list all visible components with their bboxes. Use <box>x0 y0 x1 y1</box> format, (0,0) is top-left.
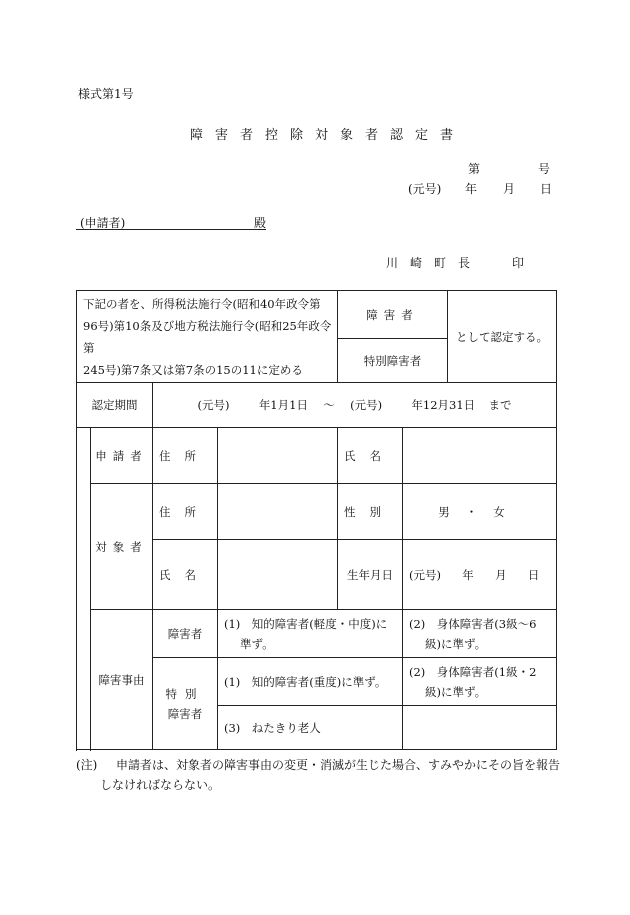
reason-disabled-1a: (1) 知的障害者(軽度・中度)に <box>224 616 388 631</box>
applicant-label: (申請者) <box>80 216 126 230</box>
target-name-label: 氏名 <box>159 567 210 582</box>
certify-text-cell <box>448 291 557 383</box>
target-address-row <box>77 484 557 540</box>
period-end: 年12月31日 <box>411 398 476 412</box>
issuer-seal: 印 <box>512 256 525 270</box>
reason-special-1-cell[interactable] <box>218 658 403 706</box>
note-prefix: (注) <box>76 758 98 772</box>
category-disabled: 障害者 <box>366 307 419 322</box>
intro-line-2: 96号)第10条及び地方税法施行令(昭和25年政令第 <box>83 318 332 355</box>
period-start: 年1月1日 <box>258 398 308 412</box>
issuer-name: 川崎町長 <box>386 256 483 270</box>
reason-special-2-cell[interactable] <box>403 658 557 706</box>
reason-special-2b: 級)に準ず。 <box>425 684 487 699</box>
date-year: 年 <box>465 182 478 196</box>
birthdate-label-cell <box>338 540 403 610</box>
reason-disabled-label-cell <box>153 610 218 658</box>
applicant-name-label-cell <box>338 428 403 484</box>
page-title: 障害者控除対象者認定書 <box>190 128 466 143</box>
date-era: (元号) <box>408 182 442 196</box>
left-margin-column <box>77 428 91 750</box>
reason-special-2a: (2) 身体障害者(1級・2 <box>409 664 537 679</box>
gender-value-cell[interactable] <box>403 484 557 540</box>
period-label-cell <box>77 383 153 428</box>
reason-special-label-cell <box>153 658 218 750</box>
target-name-label-cell <box>153 540 218 610</box>
period-row <box>77 383 557 428</box>
form-number: 様式第1号 <box>78 87 134 101</box>
target-address-label: 住所 <box>159 504 210 519</box>
date-day: 日 <box>540 182 553 196</box>
reason-special-1: (1) 知的障害者(重度)に準ず。 <box>224 674 387 689</box>
note-line-1: 申請者は、対象者の障害事由の変更・消滅が生じた場合、すみやかにその旨を報告 <box>116 758 561 772</box>
birth-month: 月 <box>495 567 507 582</box>
reason-label-cell <box>91 610 153 750</box>
target-address-field[interactable] <box>218 484 338 540</box>
reason-disabled-1-cell[interactable] <box>218 610 403 658</box>
certify-text: として認定する。 <box>456 329 548 344</box>
reason-disabled-row <box>77 610 557 658</box>
birth-era: (元号) <box>409 567 441 582</box>
gender-label-cell <box>338 484 403 540</box>
reason-special-3: (3) ねたきり老人 <box>224 720 321 735</box>
birthdate-label: 生年月日 <box>347 567 393 582</box>
period-era-1: (元号) <box>197 398 230 412</box>
applicant-name-label: 氏名 <box>344 448 395 463</box>
birth-day: 日 <box>527 567 540 582</box>
doc-number-prefix: 第 <box>468 162 481 176</box>
intro-row-1 <box>77 291 557 339</box>
category-disabled-cell <box>338 291 448 339</box>
reason-special-label-1: 特別 <box>165 686 205 701</box>
birthdate-value-cell[interactable] <box>403 540 557 610</box>
period-tilde: 〜 <box>323 398 335 412</box>
category-special: 特別障害者 <box>363 353 422 368</box>
doc-number-suffix: 号 <box>538 162 551 176</box>
reason-disabled-2-cell[interactable] <box>403 610 557 658</box>
reason-disabled-2a: (2) 身体障害者(3級〜6 <box>409 616 537 631</box>
reason-disabled-1b: 準ず。 <box>240 636 274 651</box>
category-special-cell <box>338 339 448 383</box>
period-era-2: (元号) <box>350 398 383 412</box>
gender-label: 性別 <box>344 504 395 519</box>
reason-disabled-2b: 級)に準ず。 <box>425 636 487 651</box>
intro-line-1: 下記の者を、所得税法施行令(昭和40年政令第 <box>83 296 321 311</box>
period-value-cell <box>153 383 557 428</box>
reason-special-label-2: 障害者 <box>167 706 203 721</box>
intro-line-3: 245号)第7条又は第7条の15の11に定める <box>83 362 303 377</box>
period-until: まで <box>488 398 512 412</box>
reason-special-empty-cell <box>403 706 557 750</box>
applicant-honorific: 殿 <box>254 216 267 230</box>
applicant-row <box>77 428 557 484</box>
applicant-label-cell <box>91 428 153 484</box>
reason-label: 障害事由 <box>98 672 145 687</box>
birth-year: 年 <box>462 567 474 582</box>
certification-form-table <box>76 290 557 750</box>
target-label: 対象者 <box>95 539 148 554</box>
target-name-field[interactable] <box>218 540 338 610</box>
date-month: 月 <box>503 182 516 196</box>
target-label-cell <box>91 484 153 610</box>
period-label: 認定期間 <box>91 398 138 412</box>
gender-value: 男・女 <box>438 504 521 519</box>
intro-text-cell <box>77 291 338 383</box>
applicant-address-label-cell <box>153 428 218 484</box>
reason-special-3-cell[interactable] <box>218 706 403 750</box>
applicant-address-label: 住所 <box>159 448 210 463</box>
applicant-name-field[interactable] <box>403 428 557 484</box>
applicant-row-label: 申請者 <box>95 448 148 463</box>
target-address-label-cell <box>153 484 218 540</box>
applicant-address-field[interactable] <box>218 428 338 484</box>
reason-disabled-label: 障害者 <box>167 626 203 641</box>
note-line-2: しなければならない。 <box>100 778 221 792</box>
